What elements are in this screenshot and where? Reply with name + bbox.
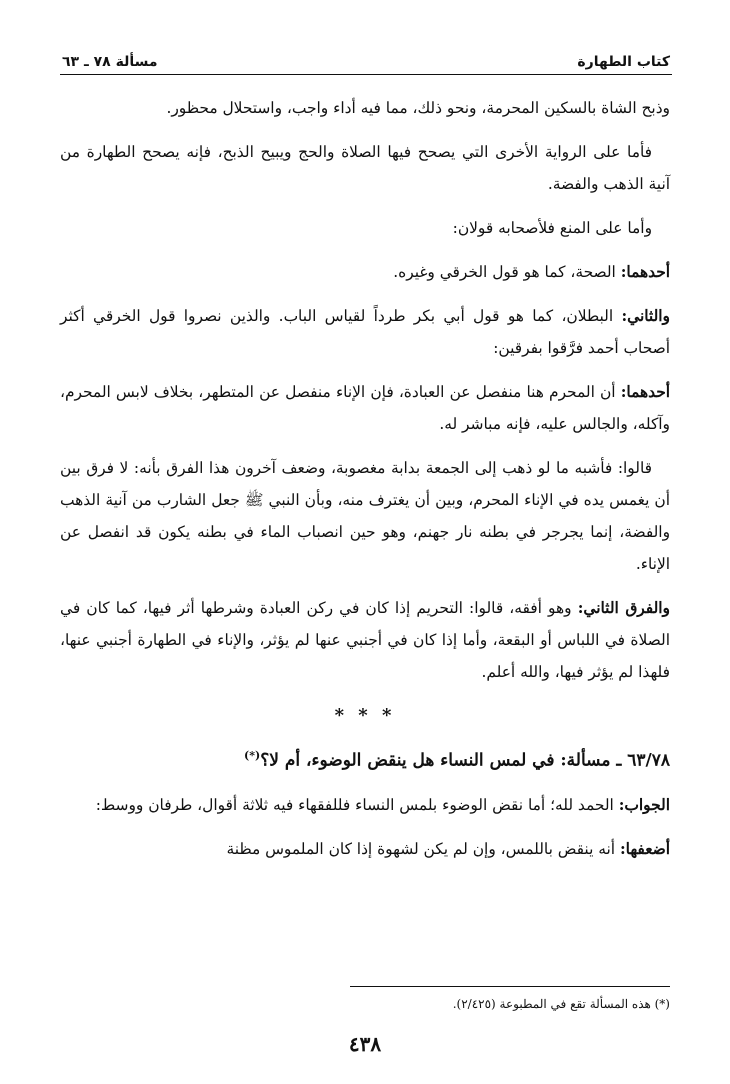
answer-paragraph-1 xyxy=(60,789,670,821)
paragraph-6 xyxy=(60,376,670,440)
answer-paragraph-2 xyxy=(60,833,670,865)
header-rule xyxy=(60,74,672,75)
paragraph-text: وأما على المنع فلأصحابه قولان: xyxy=(452,219,652,237)
paragraph-label: والفرق الثاني: xyxy=(577,599,670,617)
main-text xyxy=(60,92,670,877)
paragraph-text: وذبح الشاة بالسكين المحرمة، ونحو ذلك، مما فيه أداء واجب، واستحلال محظور. xyxy=(166,99,670,117)
paragraph-text: قالوا: فأشبه ما لو ذهب إلى الجمعة بدابة مغصوبة، وضعف آخرون هذا الفرق بأنه: لا فرق بين أن يغمس يده في الإناء المحرم، وبين أن يغترف منه، وبأن النبي ﷺ جعل الشارب من آنية الذهب والفضة، إنما يجرجر في بطنه نار جهنم، وهو حين انصباب الماء في بطنه يكون قد انفصل عن الإناء. xyxy=(60,459,670,573)
paragraph-label: الجواب: xyxy=(618,795,670,814)
issue-range: مسألة ٧٨ ـ ٦٣ xyxy=(62,54,158,70)
paragraph-8 xyxy=(60,592,670,688)
paragraph-text: البطلان، كما هو قول أبي بكر طرداً لقياس الباب. والذين نصروا قول الخرقي أكثر أصحاب أحمد فرَّقوا بفرقين: xyxy=(60,307,670,357)
footnote: (*) هذه المسألة تقع في المطبوعة (٢/٤٢٥). xyxy=(452,997,670,1011)
paragraph-5 xyxy=(60,300,670,364)
question-number: ٦٣/٧٨ ـ xyxy=(616,750,670,771)
page-number: ٤٣٨ xyxy=(348,1032,382,1056)
paragraph-3 xyxy=(60,212,670,244)
section-separator: * * * xyxy=(334,705,396,726)
paragraph-7 xyxy=(60,452,670,580)
paragraph-4 xyxy=(60,256,670,288)
paragraph-label: أحدهما: xyxy=(620,263,670,281)
running-title: كتاب الطهارة xyxy=(577,54,670,70)
paragraph-2 xyxy=(60,136,670,200)
paragraph-text: فأما على الرواية الأخرى التي يصحح فيها الصلاة والحج ويبيح الذبح، فإنه يصحح الطهارة من آنية الذهب والفضة. xyxy=(60,143,670,193)
paragraph-text: أن المحرم هنا منفصل عن العبادة، فإن الإناء منفصل عن المتطهر، بخلاف لابس المحرم، وآكله، والجالس عليه، فإنه مباشر له. xyxy=(60,383,670,433)
footnote-ref: (*) xyxy=(244,749,261,762)
page-header xyxy=(62,40,670,72)
paragraph-label: أضعفها: xyxy=(619,839,670,858)
paragraph-label: والثاني: xyxy=(621,307,670,325)
question-heading xyxy=(60,740,670,777)
question-text: في لمس النساء هل ينقض الوضوء، أم لا؟ xyxy=(260,750,555,771)
question-label: مسألة: xyxy=(560,750,611,771)
footnote-rule xyxy=(350,986,670,987)
paragraph-1 xyxy=(60,92,670,124)
paragraph-text: الحمد لله؛ أما نقض الوضوء بلمس النساء فللفقهاء فيه ثلاثة أقوال، طرفان ووسط: xyxy=(95,795,614,814)
paragraph-text: الصحة، كما هو قول الخرقي وغيره. xyxy=(393,263,616,281)
paragraph-text: أنه ينقض باللمس، وإن لم يكن لشهوة إذا كان الملموس مظنة xyxy=(226,839,616,858)
paragraph-text: وهو أفقه، قالوا: التحريم إذا كان في ركن العبادة وشرطها أثر فيها، كما كان في الصلاة في اللباس أو البقعة، وأما إذا كان في أجنبي عنها لم يؤثر، والإناء في الطهارة أجنبي عنها، فلهذا لم يؤثر فيها، والله أعلم. xyxy=(60,599,670,681)
paragraph-label: أحدهما: xyxy=(620,383,670,401)
